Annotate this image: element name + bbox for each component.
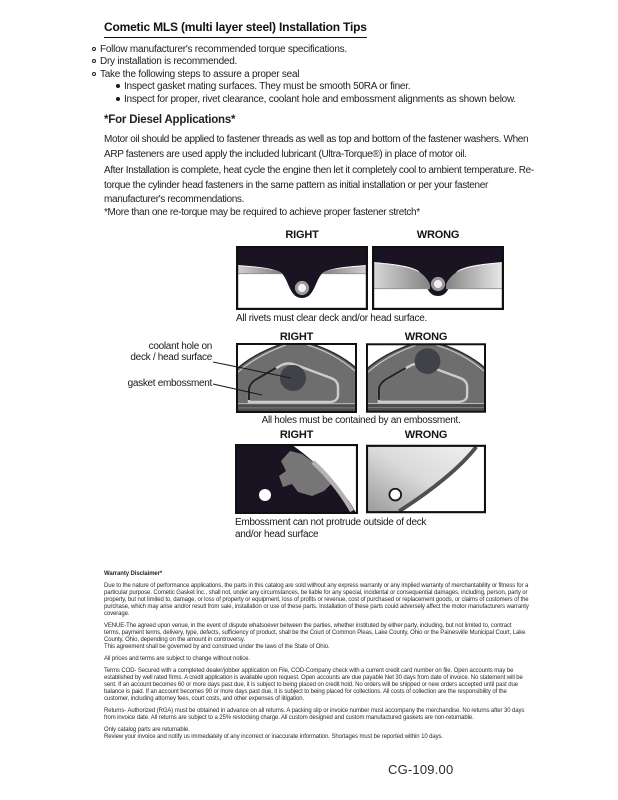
list-item [92,56,516,68]
sub-list-item [92,94,516,106]
list-item-text: Take the following steps to assure a proper seal [100,68,300,80]
warranty-paragraph: Returns- Authorized (RGA) must be obtained in advance on all returns. A packing slip or invoice number must accompany the merchandise. No returns after 30 days from invoice date. All returns are subject to a 25% restocking charge. All custom designed and custom manufactured gaskets are non-returnable. [104,708,525,721]
circle-bullet-icon [92,72,96,76]
rivet-right-image [236,246,368,310]
rivet-caption: All rivets must clear deck and/or head surface. [236,313,427,324]
sub-list-item [92,81,516,93]
retorque-note: *More than one re-torque may be required to achieve proper fastener stretch* [104,207,420,218]
list-item-text: Follow manufacturer's recommended torque specifications. [100,44,347,55]
warranty-disclaimer-section [104,571,529,741]
warranty-heading: Warranty Disclaimer* [104,571,163,577]
protrusion-wrong-image [366,444,486,514]
diagram-row-rivets [105,229,505,329]
list-item-text: Inspect gasket mating surfaces. They must be smooth 50RA or finer. [124,81,411,93]
hole-in-embossment-right-illustration [236,343,357,413]
warranty-paragraph: VENUE-The agreed upon venue, in the event of dispute whatsoever between the parties, whether instituted by either party, including, but not limited to, contract terms, payment terms, delivery, type, defects, sufficiency of product, shall be the Court of Common Pleas, Lake County, Ohio or the Painesville Municipal Court, Lake County, Ohio, depending on the amount in controversy. [104,623,526,643]
bolt-hole-icon [389,489,401,501]
right-label: RIGHT [285,229,319,241]
rivet-icon [296,282,307,293]
installation-tips-list [92,44,516,106]
warranty-paragraph: Only catalog parts are returnable. [104,727,190,733]
right-label: RIGHT [279,429,314,441]
warranty-paragraph: Due to the nature of performance applications, the parts in this catalog are sold without any express warranty or any implied warranty of merchantability or fitness for a particular purpose. Cometic Gasket Inc., shall not, under any circumstances, be liable for any special, incidental or consequential damages, including, person, party or property, but not limited to, damage, or loss of property or equipment, loss of profits or revenue, cost of purchased or replacement goods, or claims of customers of the purchase, which may arise and/or result from sale, installation or use of these parts. Installation of these parts could adversely affect the motor manufacturers warranty coverage. [104,583,529,617]
hole-in-embossment-wrong-illustration [366,343,486,413]
page-code: CG-109.00 [388,762,454,777]
wrong-label: WRONG [416,229,460,241]
protrusion-caption: Embossment can not protrude outside of deck and/or head surface [235,517,427,540]
rivet-clearance-right-illustration [236,246,368,310]
coolant-hole-icon [280,365,306,391]
annotation-line: coolant hole on [148,341,212,352]
protrusion-right-image [235,444,358,514]
right-label: RIGHT [279,331,314,343]
diesel-applications-heading: *For Diesel Applications* [104,114,236,126]
gasket-embossment-annotation: gasket embossment [127,378,212,389]
embossment-right-image [236,343,357,413]
rivet-wrong-image [372,246,504,310]
embossment-caption: All holes must be contained by an embossment. [261,415,461,426]
annotation-line: deck / head surface [130,351,212,363]
deck-band-wrong-illustration [366,444,486,514]
bolt-hole-icon [259,489,271,501]
diagram-row-embossment [105,331,505,431]
embossment-wrong-image [366,343,486,413]
warranty-paragraph: All prices and terms are subject to change without notice. [104,656,250,662]
dot-bullet-icon [116,97,120,101]
diagram-row-protrusion [105,429,505,541]
list-item [92,44,516,56]
deck-band-right-illustration [235,444,358,514]
warranty-paragraph: This agreement shall be governed by and construed under the laws of the State of Ohio. [104,644,330,650]
circle-bullet-icon [92,59,96,63]
page-title: Cometic MLS (multi layer steel) Installation Tips [104,20,367,38]
diesel-paragraph-1: Motor oil should be applied to fastener threads as well as top and bottom of the fastener washers. When ARP fasteners are used apply the included lubricant (Ultra-Torque®) in place of motor oil. [104,134,529,160]
wrong-label: WRONG [404,331,448,343]
list-item [92,69,516,81]
diesel-paragraph-2: After Installation is complete, heat cycle the engine then let it completely cool to ambient temperature. Re-torque the cylinder head fasteners in the same pattern as initial installation or per your fastener manufacturer's recommendations. [104,165,534,205]
rivet-clearance-wrong-illustration [372,246,504,310]
dot-bullet-icon [116,84,120,88]
coolant-hole-annotation [105,342,212,363]
list-item-text: Dry installation is recommended. [100,56,238,68]
wrong-label: WRONG [404,429,448,441]
warranty-paragraph: Terms COD- Secured with a completed dealer/jobber application on File, COD-Company check with a current credit card number on file. Open accounts may be established by well rated firms. A credit application is available upon request. Open accounts are due payable Net 30 days from date of invoice. No statement will be sent. If an account becomes 60 or more days past due, it is subject to being placed on credit hold. No orders will be shipped or new orders accepted until past due balance is paid. If an account becomes 90 or more days past due, it is subject to being placed for collections. All costs of collection are the responsibility of the customer, including attorney fees, court costs, and other expenses of litigation. [104,668,523,702]
warranty-paragraph: Review your invoice and notify us immediately of any incorrect or inaccurate information. Shortages must be reported within 10 days. [104,734,443,740]
rivet-icon [432,278,443,289]
coolant-hole-icon [415,348,441,374]
list-item-text: Inspect for proper, rivet clearance, coolant hole and embossment alignments as shown below. [124,93,516,105]
circle-bullet-icon [92,47,96,51]
